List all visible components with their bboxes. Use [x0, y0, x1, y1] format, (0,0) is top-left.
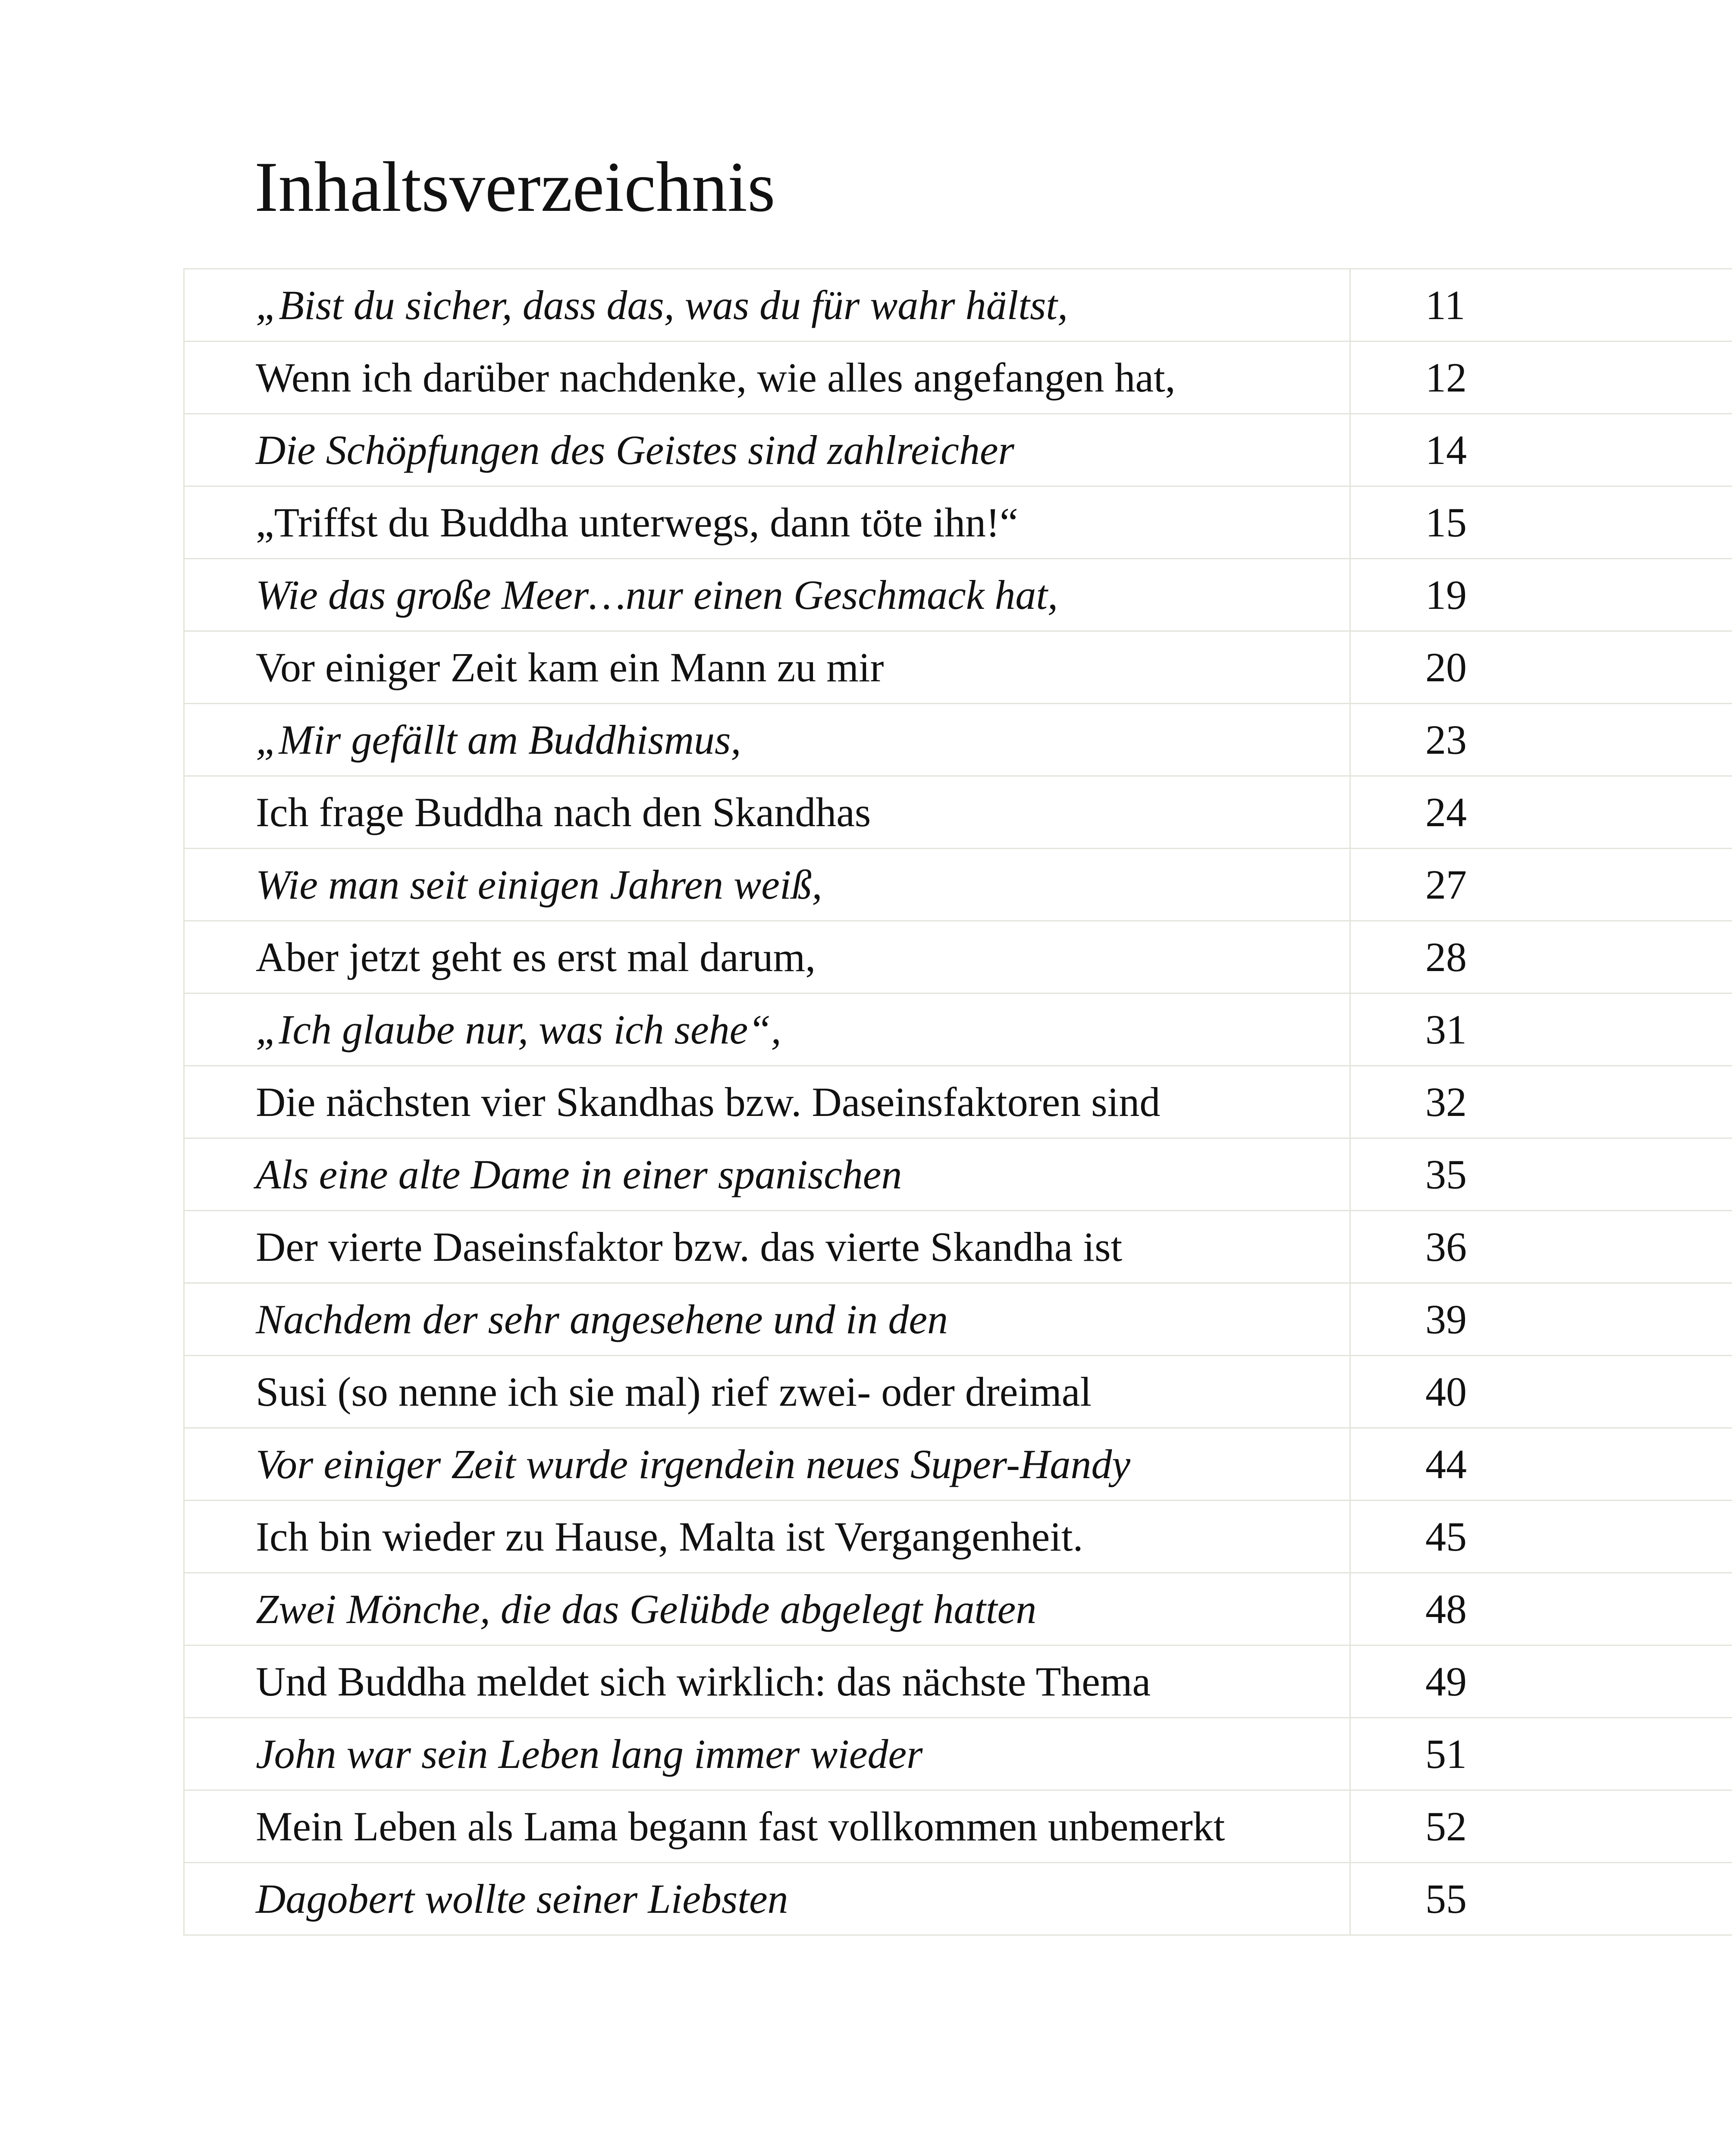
toc-row: [184, 1573, 1732, 1645]
toc-entry-page: 36: [1350, 1211, 1732, 1283]
toc-entry-page: 45: [1350, 1501, 1732, 1573]
toc-entry-page: 55: [1350, 1863, 1732, 1935]
toc-table: [183, 268, 1732, 1936]
toc-entry-page: 31: [1350, 993, 1732, 1066]
toc-entry-page: 12: [1350, 342, 1732, 414]
toc-row: [184, 993, 1732, 1066]
toc-entry-page: 11: [1350, 269, 1732, 342]
toc-entry-page: 20: [1350, 631, 1732, 704]
toc-entry-page: 23: [1350, 704, 1732, 776]
toc-entry-page: 49: [1350, 1645, 1732, 1718]
toc-row: [184, 921, 1732, 993]
toc-entry-page: 14: [1350, 414, 1732, 486]
toc-row: [184, 1211, 1732, 1283]
toc-row: [184, 849, 1732, 921]
toc-row: [184, 776, 1732, 849]
toc-entry-page: 44: [1350, 1428, 1732, 1501]
toc-row: [184, 1066, 1732, 1138]
toc-entry-title: „Bist du sicher, dass das, was du für wahr hältst,: [184, 269, 1350, 342]
toc-row: [184, 1356, 1732, 1428]
toc-row: [184, 631, 1732, 704]
toc-row: [184, 1283, 1732, 1356]
toc-entry-title: Wie das große Meer…nur einen Geschmack hat,: [184, 559, 1350, 631]
toc-entry-page: 35: [1350, 1138, 1732, 1211]
toc-row: [184, 1645, 1732, 1718]
toc-entry-page: 39: [1350, 1283, 1732, 1356]
toc-entry-page: 52: [1350, 1790, 1732, 1863]
toc-entry-title: Aber jetzt geht es erst mal darum,: [184, 921, 1350, 993]
toc-entry-title: Der vierte Daseinsfaktor bzw. das vierte Skandha ist: [184, 1211, 1350, 1283]
toc-entry-title: Nachdem der sehr angesehene und in den: [184, 1283, 1350, 1356]
toc-entry-title: Mein Leben als Lama begann fast vollkommen unbemerkt: [184, 1790, 1350, 1863]
toc-entry-title: „Triffst du Buddha unterwegs, dann töte ihn!“: [184, 486, 1350, 559]
toc-entry-page: 15: [1350, 486, 1732, 559]
toc-entry-page: 28: [1350, 921, 1732, 993]
toc-entry-title: „Mir gefällt am Buddhismus,: [184, 704, 1350, 776]
toc-entry-title: Ich bin wieder zu Hause, Malta ist Vergangenheit.: [184, 1501, 1350, 1573]
toc-entry-title: Und Buddha meldet sich wirklich: das nächste Thema: [184, 1645, 1350, 1718]
toc-row: [184, 1790, 1732, 1863]
toc-entry-title: Als eine alte Dame in einer spanischen: [184, 1138, 1350, 1211]
toc-row: [184, 1428, 1732, 1501]
toc-row: [184, 1501, 1732, 1573]
toc-entry-page: 51: [1350, 1718, 1732, 1790]
toc-entry-title: Dagobert wollte seiner Liebsten: [184, 1863, 1350, 1935]
toc-entry-page: 27: [1350, 849, 1732, 921]
toc-row: [184, 1718, 1732, 1790]
toc-entry-title: Wenn ich darüber nachdenke, wie alles angefangen hat,: [184, 342, 1350, 414]
toc-entry-title: Wie man seit einigen Jahren weiß,: [184, 849, 1350, 921]
toc-row: [184, 269, 1732, 342]
toc-entry-page: 48: [1350, 1573, 1732, 1645]
toc-entry-page: 19: [1350, 559, 1732, 631]
toc-row: [184, 342, 1732, 414]
toc-entry-title: „Ich glaube nur, was ich sehe“,: [184, 993, 1350, 1066]
toc-entry-title: Die Schöpfungen des Geistes sind zahlreicher: [184, 414, 1350, 486]
toc-entry-title: Zwei Mönche, die das Gelübde abgelegt hatten: [184, 1573, 1350, 1645]
toc-entry-page: 24: [1350, 776, 1732, 849]
toc-entry-page: 40: [1350, 1356, 1732, 1428]
toc-row: [184, 559, 1732, 631]
toc-row: [184, 704, 1732, 776]
toc-entry-title: John war sein Leben lang immer wieder: [184, 1718, 1350, 1790]
toc-entry-page: 32: [1350, 1066, 1732, 1138]
toc-entry-title: Ich frage Buddha nach den Skandhas: [184, 776, 1350, 849]
toc-row: [184, 486, 1732, 559]
page-title: Inhaltsverzeichnis: [254, 147, 775, 226]
toc-entry-title: Susi (so nenne ich sie mal) rief zwei- oder dreimal: [184, 1356, 1350, 1428]
toc-row: [184, 1863, 1732, 1935]
toc-entry-title: Vor einiger Zeit wurde irgendein neues Super-Handy: [184, 1428, 1350, 1501]
toc-body: [184, 269, 1732, 1935]
toc-row: [184, 414, 1732, 486]
toc-row: [184, 1138, 1732, 1211]
toc-entry-title: Vor einiger Zeit kam ein Mann zu mir: [184, 631, 1350, 704]
toc-entry-title: Die nächsten vier Skandhas bzw. Daseinsfaktoren sind: [184, 1066, 1350, 1138]
